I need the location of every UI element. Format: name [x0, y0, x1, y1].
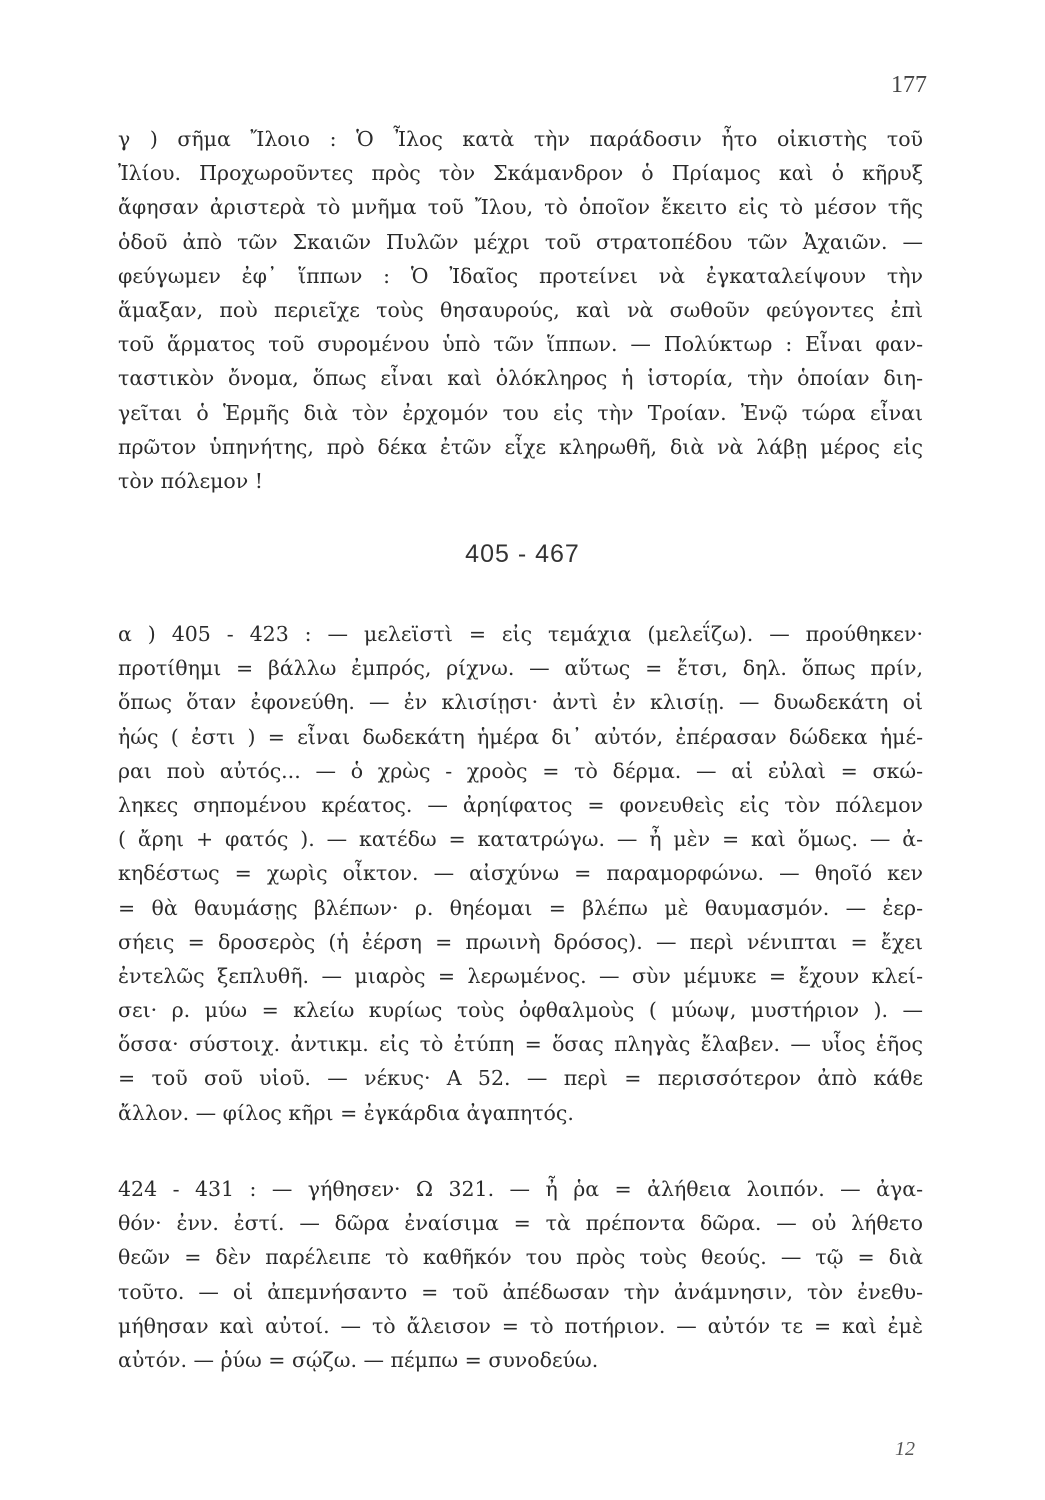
text-line: αὐτόν. — ῥύω = σῴζω. — πέμπω = συνοδεύω.: [118, 1347, 599, 1372]
text-line: ληκες σηπομένου κρέατος. — ἀρηίφατος = φονευθεὶς εἰς τὸν πόλεμον: [118, 792, 923, 817]
text-line: = τοῦ σοῦ υἱοῦ. — νέκυς· Α 52. — περὶ = περισσότερον ἀπὸ κάθε: [118, 1066, 923, 1091]
section-heading: 405 - 467: [465, 540, 580, 568]
text-line: προτίθημι = βάλλω ἐμπρός, ρίχνω. — αὕτως = ἔτσι, δηλ. ὅπως πρίν,: [118, 656, 923, 681]
text-line: φεύγωμεν ἐφ᾽ ἵππων : Ὁ Ἰδαῖος προτείνει νὰ ἐγκαταλείψουν τὴν: [118, 263, 923, 288]
text-line: σει· ρ. μύω = κλείω κυρίως τοὺς ὀφθαλμοὺς ( μύωψ, μυστήριον ). —: [118, 998, 923, 1023]
text-line: θόν· ἐνν. ἐστί. — δῶρα ἐναίσιμα = τὰ πρέποντα δῶρα. — οὐ λήθετο: [118, 1211, 923, 1236]
text-line: Ἰλίου. Προχωροῦντες πρὸς τὸν Σκάμανδρον ὁ Πρίαμος καὶ ὁ κῆρυξ: [118, 161, 923, 186]
text-line: ἐντελῶς ξεπλυθῆ. — μιαρὸς = λερωμένος. — σὺν μέμυκε = ἔχουν κλεί-: [118, 963, 923, 988]
paragraph-scholia-424: [118, 1172, 923, 1377]
text-line: = θὰ θαυμάσῃς βλέπων· ρ. θηέομαι = βλέπω μὲ θαυμασμόν. — ἐερ-: [118, 895, 923, 920]
text-line: ὁδοῦ ἀπὸ τῶν Σκαιῶν Πυλῶν μέχρι τοῦ στρατοπέδου τῶν Ἀχαιῶν. —: [118, 229, 923, 254]
text-line: γεῖται ὁ Ἑρμῆς διὰ τὸν ἐρχομόν του εἰς τὴν Τροίαν. Ἐνῷ τώρα εἶναι: [118, 400, 923, 425]
paragraph-scholia-gamma: [118, 122, 923, 498]
signature-mark: 12: [895, 1438, 915, 1460]
text-line: τοῦ ἅρματος τοῦ συρομένου ὑπὸ τῶν ἵππων. — Πολύκτωρ : Εἶναι φαν-: [118, 332, 923, 357]
text-line: ραι ποὺ αὐτός... — ὁ χρὼς - χροὸς = τὸ δέρμα. — αἱ εὐλαὶ = σκώ-: [118, 758, 923, 783]
text-line: πρῶτον ὑπηνήτης, πρὸ δέκα ἐτῶν εἶχε κληρωθῆ, διὰ νὰ λάβῃ μέρος εἰς: [118, 434, 923, 459]
text-line: ἅμαξαν, ποὺ περιεῖχε τοὺς θησαυρούς, καὶ νὰ σωθοῦν φεύγοντες ἐπὶ: [118, 297, 923, 322]
text-line: ταστικὸν ὄνομα, ὅπως εἶναι καὶ ὁλόκληρος ἡ ἱστορία, τὴν ὁποίαν διη-: [118, 366, 923, 391]
text-line: ἄφησαν ἀριστερὰ τὸ μνῆμα τοῦ Ἴλου, τὸ ὁποῖον ἔκειτο εἰς τὸ μέσον τῆς: [118, 195, 923, 220]
text-line: σήεις = δροσερὸς (ἡ ἐέρση = πρωινὴ δρόσος). — περὶ νένιπται = ἔχει: [118, 929, 923, 954]
text-line: ἄλλον. — φίλος κῆρι = ἐγκάρδια ἀγαπητός.: [118, 1100, 574, 1125]
text-line: θεῶν = δὲν παρέλειπε τὸ καθῆκόν του πρὸς τοὺς θεούς. — τῷ = διὰ: [118, 1245, 923, 1270]
text-line: ὅπως ὅταν ἐφονεύθη. — ἐν κλισίῃσι· ἀντὶ ἐν κλισίῃ. — δυωδεκάτη οἱ: [118, 690, 923, 715]
text-line: ὅσσα· σύστοιχ. ἀντικμ. εἰς τὸ ἐτύπη = ὅσας πληγὰς ἔλαβεν. — υἷος ἑῆος: [118, 1032, 923, 1057]
text-line: ( ἄρηι + φατός ). — κατέδω = κατατρώγω. — ἦ μὲν = καὶ ὅμως. — ἀ-: [118, 827, 923, 852]
text-line: τοῦτο. — οἱ ἀπεμνήσαντο = τοῦ ἀπέδωσαν τὴν ἀνάμνησιν, τὸν ἐνεθυ-: [118, 1279, 923, 1304]
text-line: κηδέστως = χωρὶς οἶκτον. — αἰσχύνω = παραμορφώνω. — θηοῖό κεν: [118, 861, 923, 886]
paragraph-scholia-alpha: [118, 617, 923, 1130]
text-line: μήθησαν καὶ αὐτοί. — τὸ ἄλεισον = τὸ ποτήριον. — αὐτόν τε = καὶ ἐμὲ: [118, 1313, 923, 1338]
text-line: α ) 405 - 423 : — μελεϊστὶ = εἰς τεμάχια (μελεΐζω). — προύθηκεν·: [118, 622, 923, 646]
text-line: γ ) σῆμα Ἴλοιο : Ὁ Ἶλος κατὰ τὴν παράδοσιν ἦτο οἰκιστὴς τοῦ: [118, 127, 923, 151]
page-number: 177: [891, 72, 927, 98]
text-line: ἠώς ( ἐστι ) = εἶναι δωδεκάτη ἡμέρα δι᾽ αὐτόν, ἐπέρασαν δώδεκα ἡμέ-: [118, 724, 923, 749]
text-line: 424 - 431 : — γήθησεν· Ω 321. — ἦ ῥα = ἀλήθεια λοιπόν. — ἀγα-: [118, 1177, 923, 1201]
text-line: τὸν πόλεμον !: [118, 468, 263, 493]
